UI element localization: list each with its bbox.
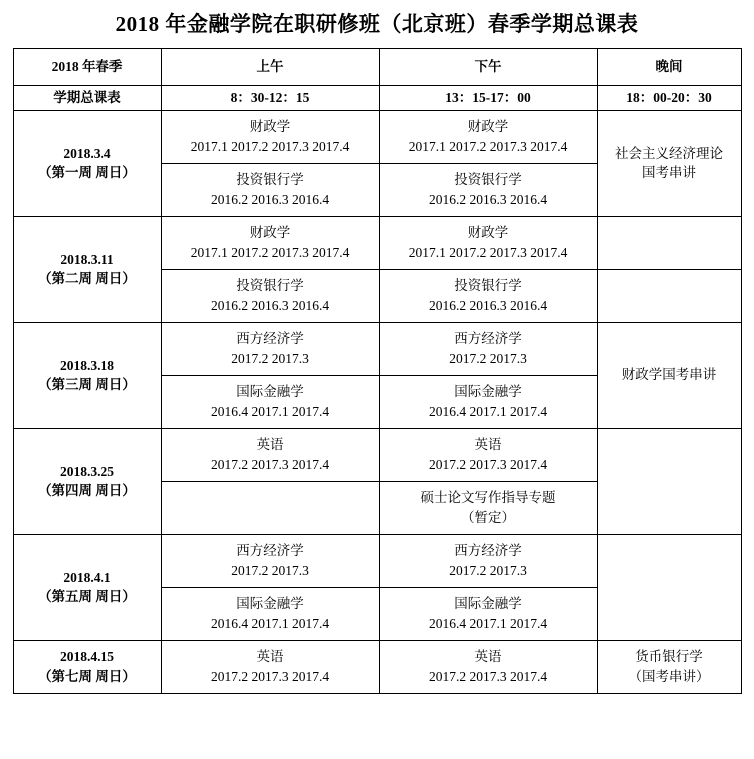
- course-cell-afternoon: 英语 2017.2 2017.3 2017.4: [379, 640, 597, 693]
- course-cell-evening: 货币银行学 （国考串讲）: [597, 640, 741, 693]
- course-cell-morning: 英语 2017.2 2017.3 2017.4: [161, 640, 379, 693]
- course-cell-afternoon: 西方经济学 2017.2 2017.3: [379, 534, 597, 587]
- course-cell-evening: 财政学国考串讲: [597, 322, 741, 428]
- course-cell-afternoon: 英语 2017.2 2017.3 2017.4: [379, 428, 597, 481]
- table-row: [13, 428, 741, 481]
- course-cell-afternoon: 西方经济学 2017.2 2017.3: [379, 322, 597, 375]
- course-cell-morning: 财政学 2017.1 2017.2 2017.3 2017.4: [161, 216, 379, 269]
- course-cell-morning: 财政学 2017.1 2017.2 2017.3 2017.4: [161, 110, 379, 163]
- page-title: 2018 年金融学院在职研修班（北京班）春季学期总课表: [115, 12, 639, 36]
- course-cell-morning: 投资银行学 2016.2 2016.3 2016.4: [161, 269, 379, 322]
- course-cell-evening: [597, 428, 741, 534]
- course-cell-morning: 投资银行学 2016.2 2016.3 2016.4: [161, 163, 379, 216]
- table-row: [13, 640, 741, 693]
- table-row: [13, 216, 741, 269]
- table-header-row-2: [13, 86, 741, 111]
- table-header-row-1: [13, 49, 741, 86]
- header-corner-line2: 学期总课表: [13, 86, 161, 111]
- schedule-table: [13, 48, 742, 694]
- course-cell-evening: [597, 269, 741, 322]
- header-morning-title: 上午: [161, 49, 379, 86]
- course-cell-evening: [597, 216, 741, 269]
- course-cell-afternoon: 财政学 2017.1 2017.2 2017.3 2017.4: [379, 216, 597, 269]
- course-cell-morning: 西方经济学 2017.2 2017.3: [161, 534, 379, 587]
- course-cell-afternoon: 硕士论文写作指导专题 （暂定）: [379, 481, 597, 534]
- course-cell-evening: 社会主义经济理论 国考串讲: [597, 110, 741, 216]
- row-date-cell: 2018.4.1 （第五周 周日）: [13, 534, 161, 640]
- course-cell-afternoon: 国际金融学 2016.4 2017.1 2017.4: [379, 587, 597, 640]
- row-date-cell: 2018.3.18 （第三周 周日）: [13, 322, 161, 428]
- course-cell-morning: 英语 2017.2 2017.3 2017.4: [161, 428, 379, 481]
- course-cell-morning: 国际金融学 2016.4 2017.1 2017.4: [161, 587, 379, 640]
- row-date-cell: 2018.3.4 （第一周 周日）: [13, 110, 161, 216]
- course-cell-morning: [161, 481, 379, 534]
- row-date-cell: 2018.3.11 （第二周 周日）: [13, 216, 161, 322]
- header-corner-line1: 2018 年春季: [13, 49, 161, 86]
- course-cell-afternoon: 投资银行学 2016.2 2016.3 2016.4: [379, 269, 597, 322]
- header-afternoon-title: 下午: [379, 49, 597, 86]
- table-row: [13, 322, 741, 375]
- course-cell-afternoon: 国际金融学 2016.4 2017.1 2017.4: [379, 375, 597, 428]
- course-cell-afternoon: 投资银行学 2016.2 2016.3 2016.4: [379, 163, 597, 216]
- header-evening-time: 18：00-20：30: [597, 86, 741, 111]
- row-date-cell: 2018.3.25 （第四周 周日）: [13, 428, 161, 534]
- header-evening-title: 晚间: [597, 49, 741, 86]
- row-date-cell: 2018.4.15 （第七周 周日）: [13, 640, 161, 693]
- table-row: [13, 110, 741, 163]
- course-cell-evening: [597, 534, 741, 640]
- course-cell-morning: 西方经济学 2017.2 2017.3: [161, 322, 379, 375]
- header-morning-time: 8：30-12：15: [161, 86, 379, 111]
- header-afternoon-time: 13：15-17：00: [379, 86, 597, 111]
- table-row: [13, 534, 741, 587]
- course-cell-afternoon: 财政学 2017.1 2017.2 2017.3 2017.4: [379, 110, 597, 163]
- course-cell-morning: 国际金融学 2016.4 2017.1 2017.4: [161, 375, 379, 428]
